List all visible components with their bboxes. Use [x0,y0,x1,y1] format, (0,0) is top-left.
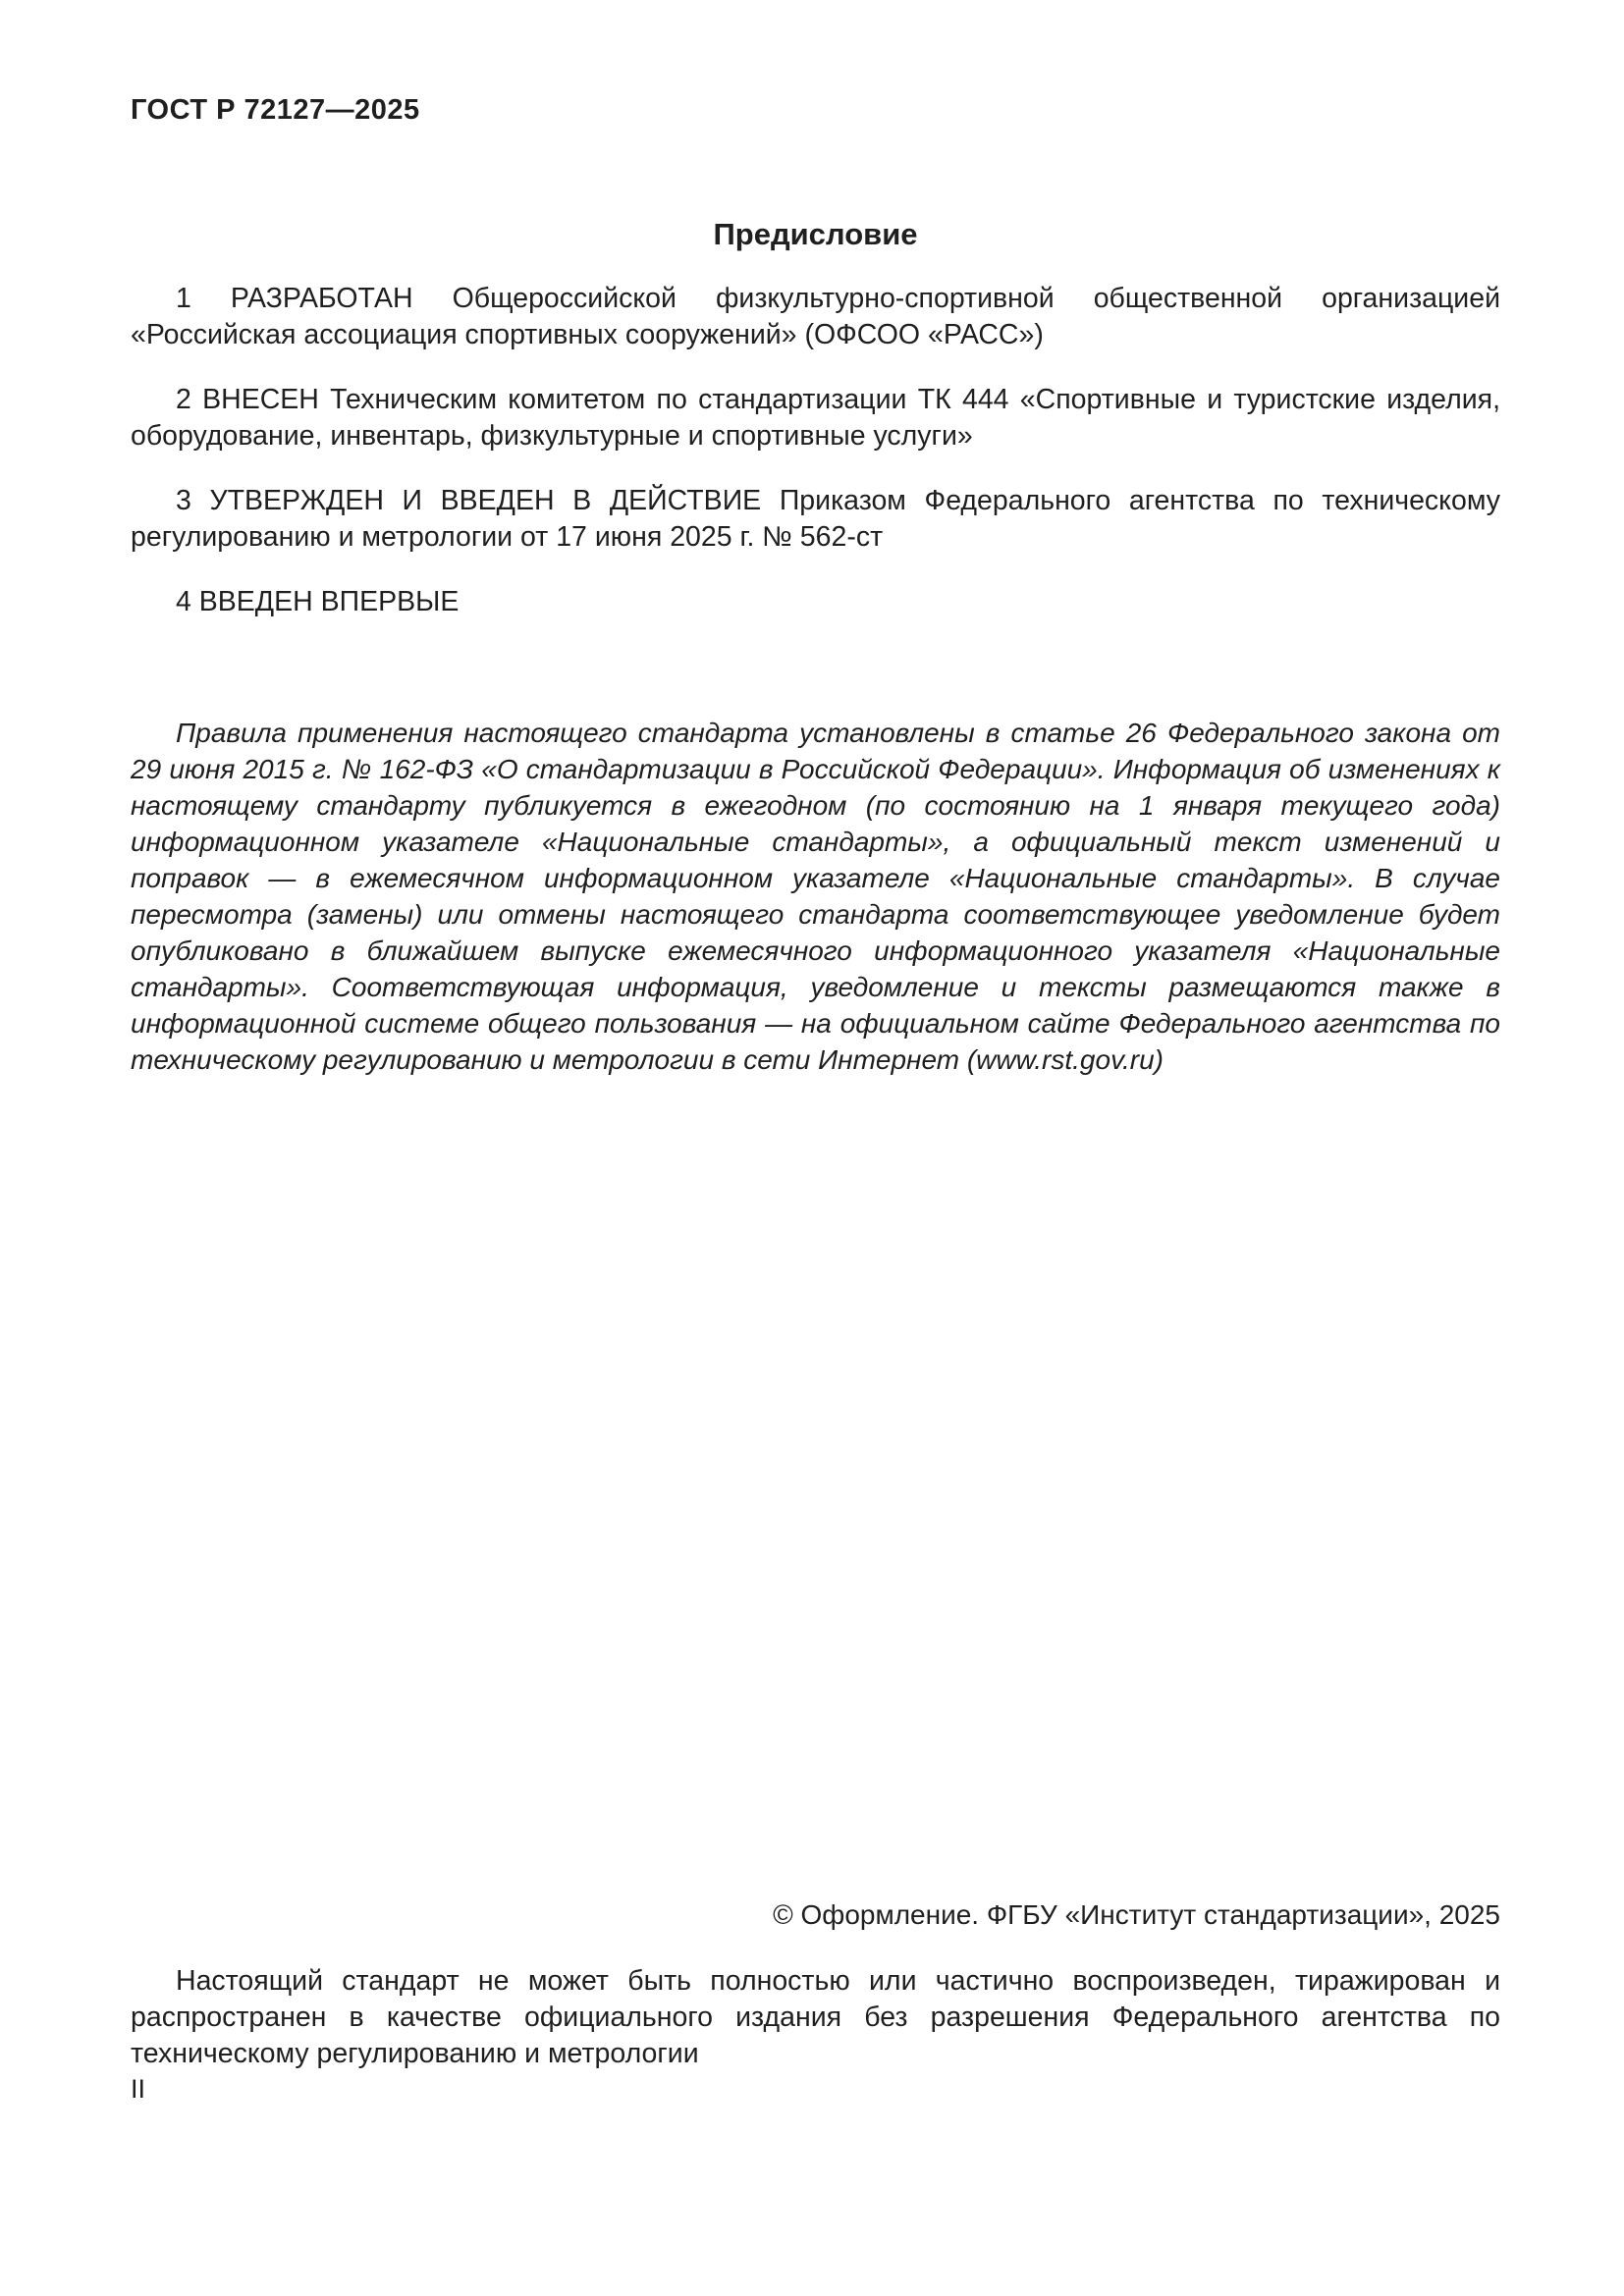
page-number: II [131,2074,146,2104]
copyright-line: © Оформление. ФГБУ «Институт стандартизации», 2025 [773,1899,1500,1930]
foreword-item-2: 2 ВНЕСЕН Техническим комитетом по стандартизации ТК 444 «Спортивные и туристские изделия, оборудование, инвентарь, физкультурные и спортивные услуги» [131,384,1500,452]
foreword-section [131,281,1500,620]
foreword-item-1: 1 РАЗРАБОТАН Общероссийской физкультурно-спортивной общественной организацией «Российская ассоциация спортивных сооружений» (ОФСОО «РАСС») [131,283,1500,350]
foreword-item-3: 3 УТВЕРЖДЕН И ВВЕДЕН В ДЕЙСТВИЕ Приказом Федерального агентства по техническому регулированию и метрологии от 17 июня 2025 г. № 562-ст [131,485,1500,553]
application-rules-notice: Правила применения настоящего стандарта установлены в статье 26 Федерального закона от 29 июня 2015 г. № 162-ФЗ «О стандартизации в Российской Федерации». Информация об изменениях к настоящему стандарту публикуется в ежегодном (по состоянию на 1 января текущего года) информационном указателе «Национальные стандарты», а официальный текст изменений и поправок — в ежемесячном информационном указателе «Национальные стандарты». В случае пересмотра (замены) или отмены настоящего стандарта соответствующее уведомление будет опубликовано в ближайшем выпуске ежемесячного информационного указателя «Национальные стандарты». Соответствующая информация, уведомление и тексты размещаются также в информационной системе общего пользования — на официальном сайте Федерального агентства по техническому регулированию и метрологии в сети Интернет (www.rst.gov.ru) [131,718,1500,1075]
reproduction-restriction-notice: Настоящий стандарт не может быть полностью или частично воспроизведен, тиражирован и распространен в качестве официального издания без разрешения Федерального агентства по техническому регулированию и метрологии [131,1965,1500,2069]
page-content [131,93,1500,1078]
foreword-item-4: 4 ВВЕДЕН ВПЕРВЫЕ [176,586,460,617]
page-title: Предисловие [713,217,918,251]
document-code: ГОСТ Р 72127—2025 [131,94,420,126]
